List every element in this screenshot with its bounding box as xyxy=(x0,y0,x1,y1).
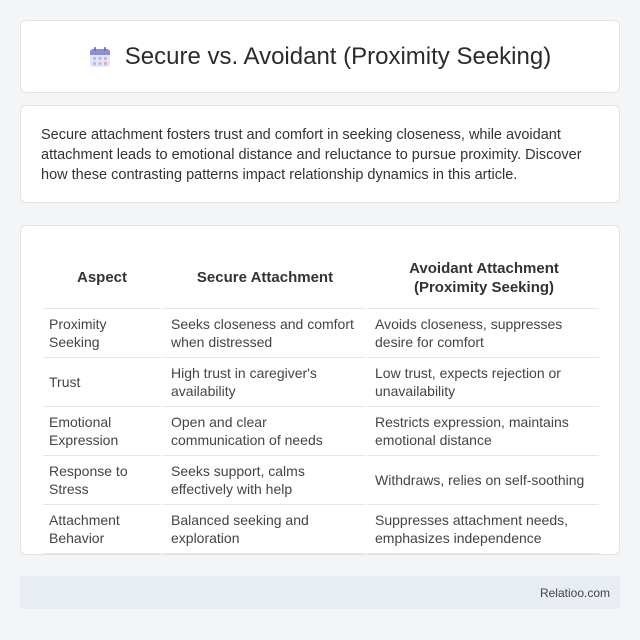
table-cell: Seeks support, calms effectively with help xyxy=(161,456,365,505)
column-header-avoidant: Avoidant Attachment (Proximity Seeking) xyxy=(365,247,599,309)
comparison-table xyxy=(43,247,599,554)
footer xyxy=(20,576,620,609)
title-card xyxy=(20,20,620,93)
table-cell: Proximity Seeking xyxy=(43,309,161,358)
intro-text: Secure attachment fosters trust and comfort in seeking closeness, while avoidant attachment leads to emotional distance and reluctance to pursue proximity. Discover how these contrasting patterns impact relationship dynamics in this article. xyxy=(41,127,582,183)
calendar-icon xyxy=(89,46,111,68)
column-header-aspect: Aspect xyxy=(43,247,161,309)
table-row xyxy=(43,407,599,456)
table-cell: Trust xyxy=(43,358,161,407)
table-cell: Avoids closeness, suppresses desire for comfort xyxy=(365,309,599,358)
column-header-secure: Secure Attachment xyxy=(161,247,365,309)
table-cell: Suppresses attachment needs, emphasizes independence xyxy=(365,505,599,554)
table-cell: Restricts expression, maintains emotional distance xyxy=(365,407,599,456)
page-title: Secure vs. Avoidant (Proximity Seeking) xyxy=(124,42,552,70)
comparison-table-card xyxy=(20,225,620,555)
table-cell: Emotional Expression xyxy=(43,407,161,456)
table-header-row xyxy=(43,247,599,309)
table-cell: Response to Stress xyxy=(43,456,161,505)
footer-site-link[interactable]: Relatioo.com xyxy=(539,585,610,600)
table-row xyxy=(43,456,599,505)
table-cell: Low trust, expects rejection or unavailability xyxy=(365,358,599,407)
table-cell: Attachment Behavior xyxy=(43,505,161,554)
table-cell: Balanced seeking and exploration xyxy=(161,505,365,554)
table-row xyxy=(43,505,599,554)
table-cell: Open and clear communication of needs xyxy=(161,407,365,456)
table-cell: Withdraws, relies on self-soothing xyxy=(365,456,599,505)
table-cell: High trust in caregiver's availability xyxy=(161,358,365,407)
intro-card xyxy=(20,105,620,203)
table-row xyxy=(43,358,599,407)
table-cell: Seeks closeness and comfort when distressed xyxy=(161,309,365,358)
table-row xyxy=(43,309,599,358)
